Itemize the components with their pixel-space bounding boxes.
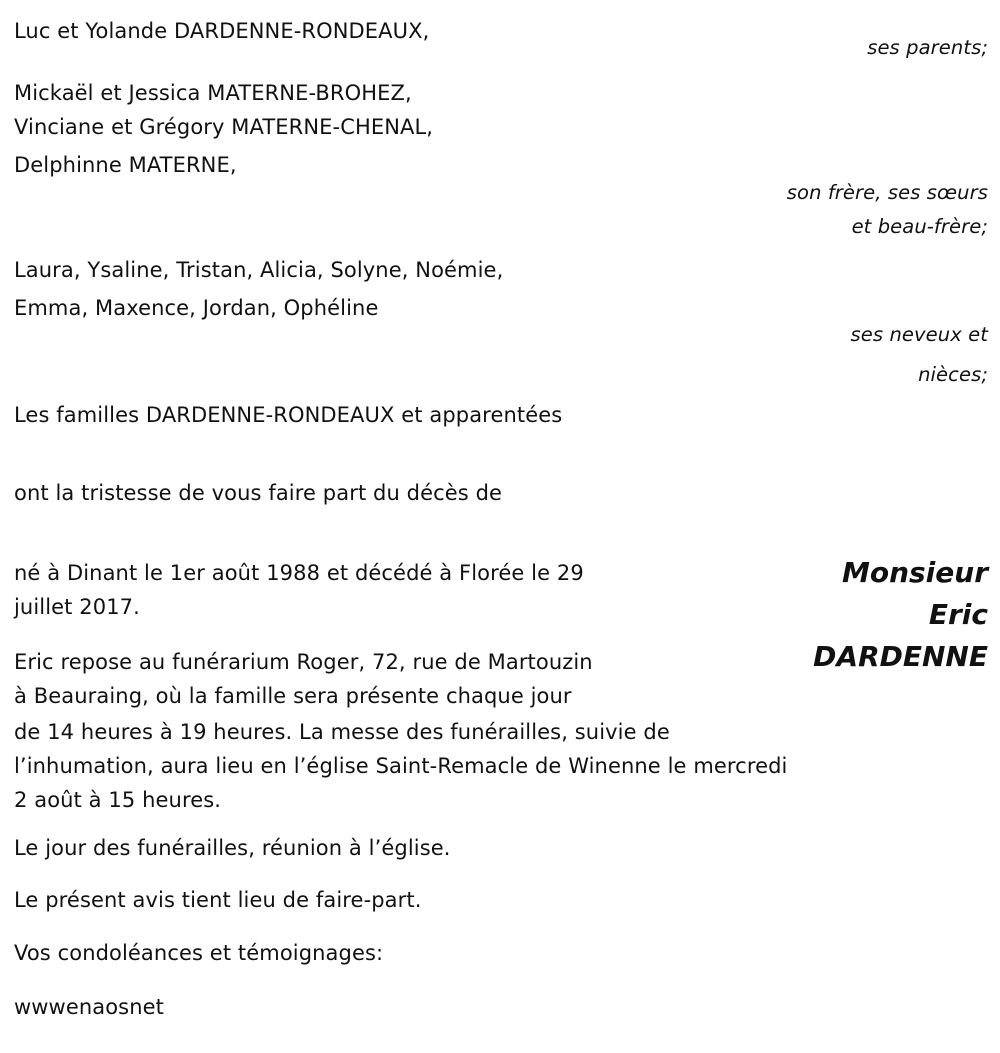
family-line-sibling-1: Mickaël et Jessica MATERNE-BROHEZ, [14, 81, 412, 105]
funeral-info-line-1: Eric repose au funérarium Roger, 72, rue de Martouzin [14, 650, 593, 674]
closing-line-condolences: Vos condoléances et témoignages: [14, 941, 384, 965]
website-link[interactable]: wwwenaosnet [14, 995, 164, 1019]
family-line-extended: Les familles DARDENNE-RONDEAUX et apparentées [14, 403, 563, 427]
funeral-info-line-4: l’inhumation, aura lieu en l’église Saint-Remacle de Winenne le mercredi [14, 754, 788, 778]
relation-label-nephews-1: ses neveux et [850, 323, 988, 346]
funeral-info-line-2: à Beauraing, où la famille sera présente chaque jour [14, 684, 572, 708]
funeral-info-line-3: de 14 heures à 19 heures. La messe des funérailles, suivie de [14, 720, 670, 744]
deceased-title: Monsieur [841, 556, 988, 589]
birth-death-line-2: juillet 2017. [14, 595, 140, 619]
announcement-text: ont la tristesse de vous faire part du décès de [14, 481, 503, 505]
closing-line-faire-part: Le présent avis tient lieu de faire-part. [14, 888, 422, 912]
family-line-parents: Luc et Yolande DARDENNE-RONDEAUX, [14, 19, 430, 43]
relation-label-siblings-1: son frère, ses sœurs [786, 181, 988, 204]
funeral-info-line-5: 2 août à 15 heures. [14, 788, 222, 812]
family-line-nephews-2: Emma, Maxence, Jordan, Ophéline [14, 296, 379, 320]
family-line-sibling-3: Delphinne MATERNE, [14, 153, 237, 177]
deceased-firstname: Eric [928, 598, 988, 631]
family-line-nephews-1: Laura, Ysaline, Tristan, Alicia, Solyne, Noémie, [14, 258, 504, 282]
relation-label-parents: ses parents; [867, 36, 988, 59]
relation-label-nephews-2: nièces; [918, 363, 988, 386]
relation-label-siblings-2: et beau-frère; [851, 215, 988, 238]
family-line-sibling-2: Vinciane et Grégory MATERNE-CHENAL, [14, 115, 434, 139]
birth-death-line-1: né à Dinant le 1er août 1988 et décédé à Florée le 29 [14, 561, 584, 585]
deceased-lastname: DARDENNE [813, 640, 988, 673]
closing-line-reunion: Le jour des funérailles, réunion à l’église. [14, 836, 451, 860]
